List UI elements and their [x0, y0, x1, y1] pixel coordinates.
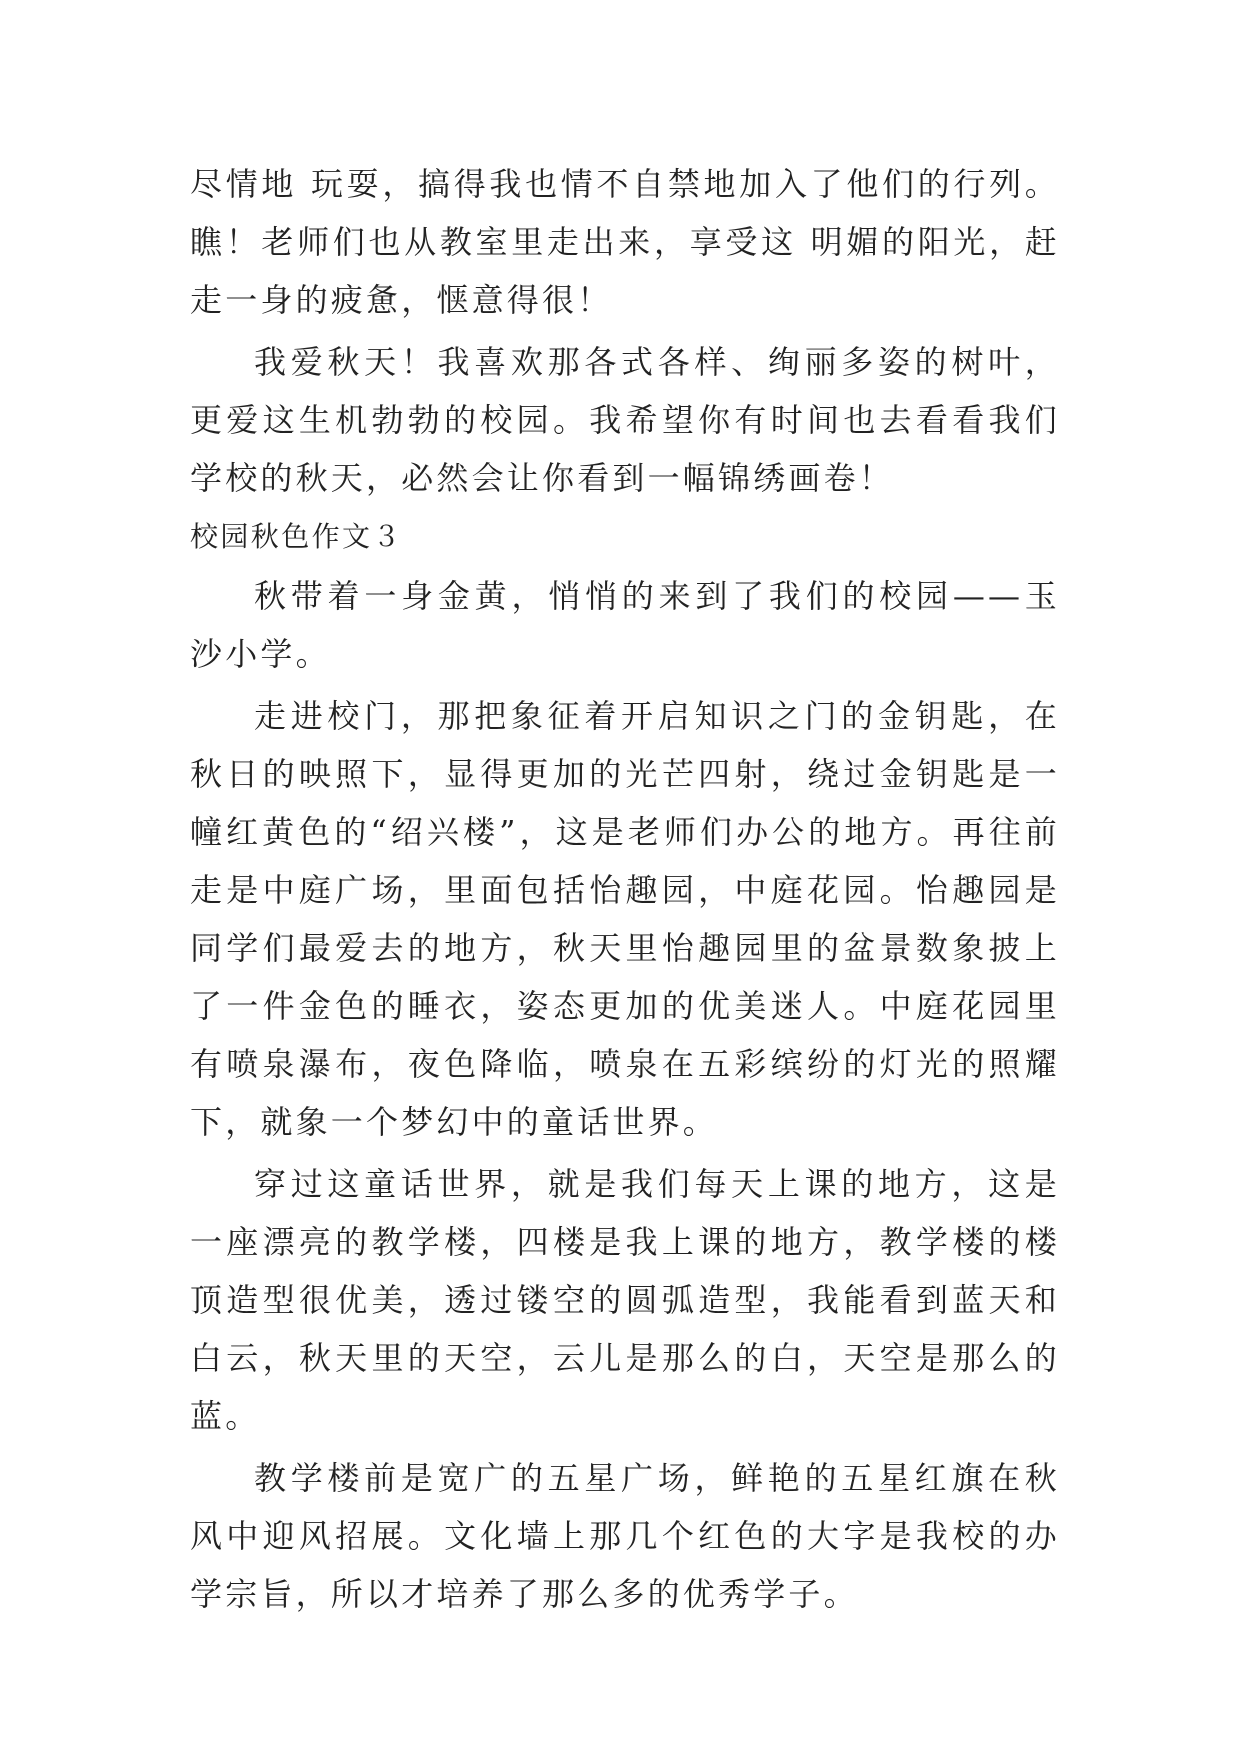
paragraph-3: 秋带着一身金黄，悄悄的来到了我们的校园——玉沙小学。 [190, 577, 1060, 673]
paragraph-4: 走进校门，那把象征着开启知识之门的金钥匙，在秋日的映照下，显得更加的光芒四射，绕过金钥匙是一幢红黄色的“绍兴楼”，这是老师们办公的地方。再往前走是中庭广场，里面包括怡趣园，中庭花园。怡趣园是同学们最爱去的地方，秋天里怡趣园里的盆景数象披上了一件金色的睡衣，姿态更加的优美迷人。中庭花园里有喷泉瀑布，夜色降临，喷泉在五彩缤纷的灯光的照耀下，就象一个梦幻中的童话世界。 [190, 697, 1060, 1141]
paragraph-5: 穿过这童话世界，就是我们每天上课的地方，这是一座漂亮的教学楼，四楼是我上课的地方，教学楼的楼顶造型很优美，透过镂空的圆弧造型，我能看到蓝天和白云，秋天里的天空，云儿是那么的白，天空是那么的蓝。 [190, 1165, 1060, 1435]
paragraph-2: 我爱秋天！我喜欢那各式各样、绚丽多姿的树叶，更爱这生机勃勃的校园。我希望你有时间也去看看我们学校的秋天，必然会让你看到一幅锦绣画卷！ [190, 343, 1060, 497]
section-heading: 校园秋色作文３ [190, 520, 403, 553]
paragraph-6: 教学楼前是宽广的五星广场，鲜艳的五星红旗在秋风中迎风招展。文化墙上那几个红色的大字是我校的办学宗旨，所以才培养了那么多的优秀学子。 [190, 1459, 1060, 1613]
paragraph-1: 尽情地 玩耍，搞得我也情不自禁地加入了他们的行列。瞧！老师们也从教室里走出来，享受这 明媚的阳光，赶走一身的疲惫，惬意得很！ [190, 165, 1060, 319]
document-page [190, 155, 1060, 1627]
